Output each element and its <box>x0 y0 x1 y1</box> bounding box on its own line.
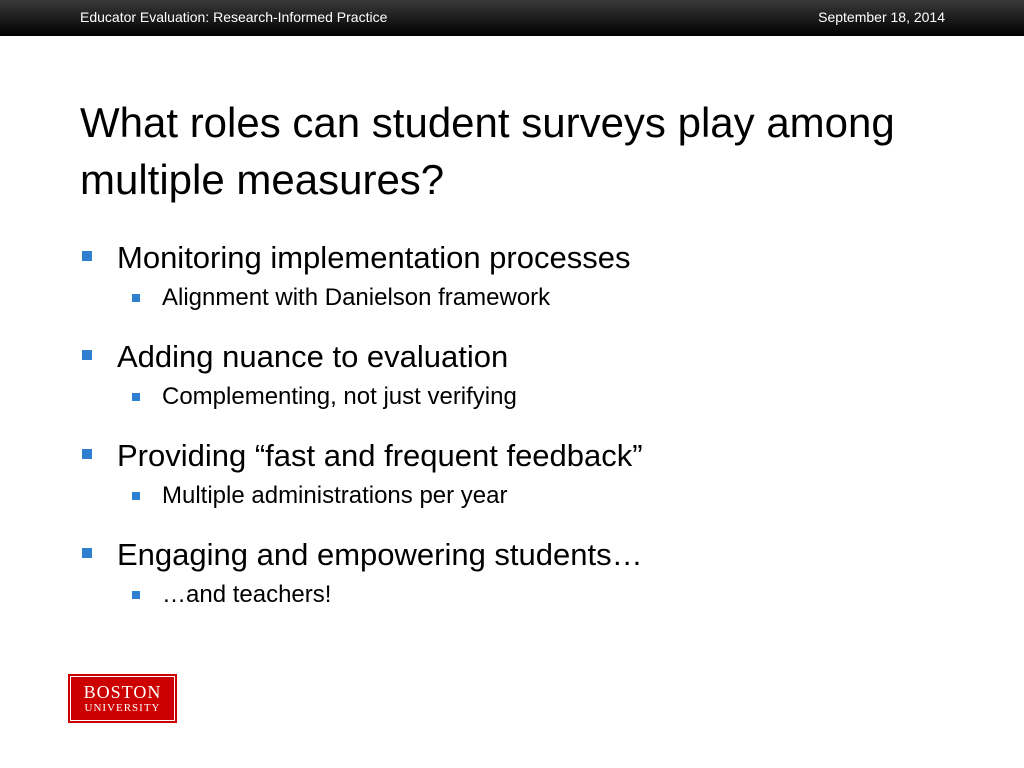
square-bullet-icon <box>132 591 140 599</box>
bullet-text: Providing “fast and frequent feedback” <box>117 438 643 473</box>
logo-text-university: UNIVERSITY <box>84 701 161 714</box>
header-bar <box>0 0 1024 36</box>
bullet-item <box>0 234 1024 283</box>
bullet-item <box>0 432 1024 481</box>
bullet-text: Adding nuance to evaluation <box>117 339 509 374</box>
bullet-text: Monitoring implementation processes <box>117 240 631 275</box>
bullet-item <box>0 333 1024 382</box>
sub-bullet-text: …and teachers! <box>162 581 332 608</box>
boston-university-logo <box>68 674 177 723</box>
square-bullet-icon <box>132 492 140 500</box>
square-bullet-icon <box>82 350 92 360</box>
sub-bullet-item <box>0 283 1024 333</box>
presentation-date: September 18, 2014 <box>818 9 945 25</box>
sub-bullet-text: Complementing, not just verifying <box>162 383 517 410</box>
sub-bullet-text: Alignment with Danielson framework <box>162 284 551 311</box>
square-bullet-icon <box>132 294 140 302</box>
bullet-item <box>0 531 1024 580</box>
logo-text-boston: BOSTON <box>83 681 162 702</box>
sub-bullet-item <box>0 382 1024 432</box>
sub-bullet-text: Multiple administrations per year <box>162 482 508 509</box>
square-bullet-icon <box>132 393 140 401</box>
sub-bullet-item <box>0 580 1024 630</box>
slide-title: What roles can student surveys play among multiple measures? <box>80 99 895 203</box>
square-bullet-icon <box>82 449 92 459</box>
presentation-title: Educator Evaluation: Research-Informed Practice <box>80 9 388 25</box>
bullet-list <box>0 234 1024 630</box>
sub-bullet-item <box>0 481 1024 531</box>
square-bullet-icon <box>82 251 92 261</box>
logo-frame <box>70 676 175 721</box>
bullet-text: Engaging and empowering students… <box>117 537 643 572</box>
square-bullet-icon <box>82 548 92 558</box>
